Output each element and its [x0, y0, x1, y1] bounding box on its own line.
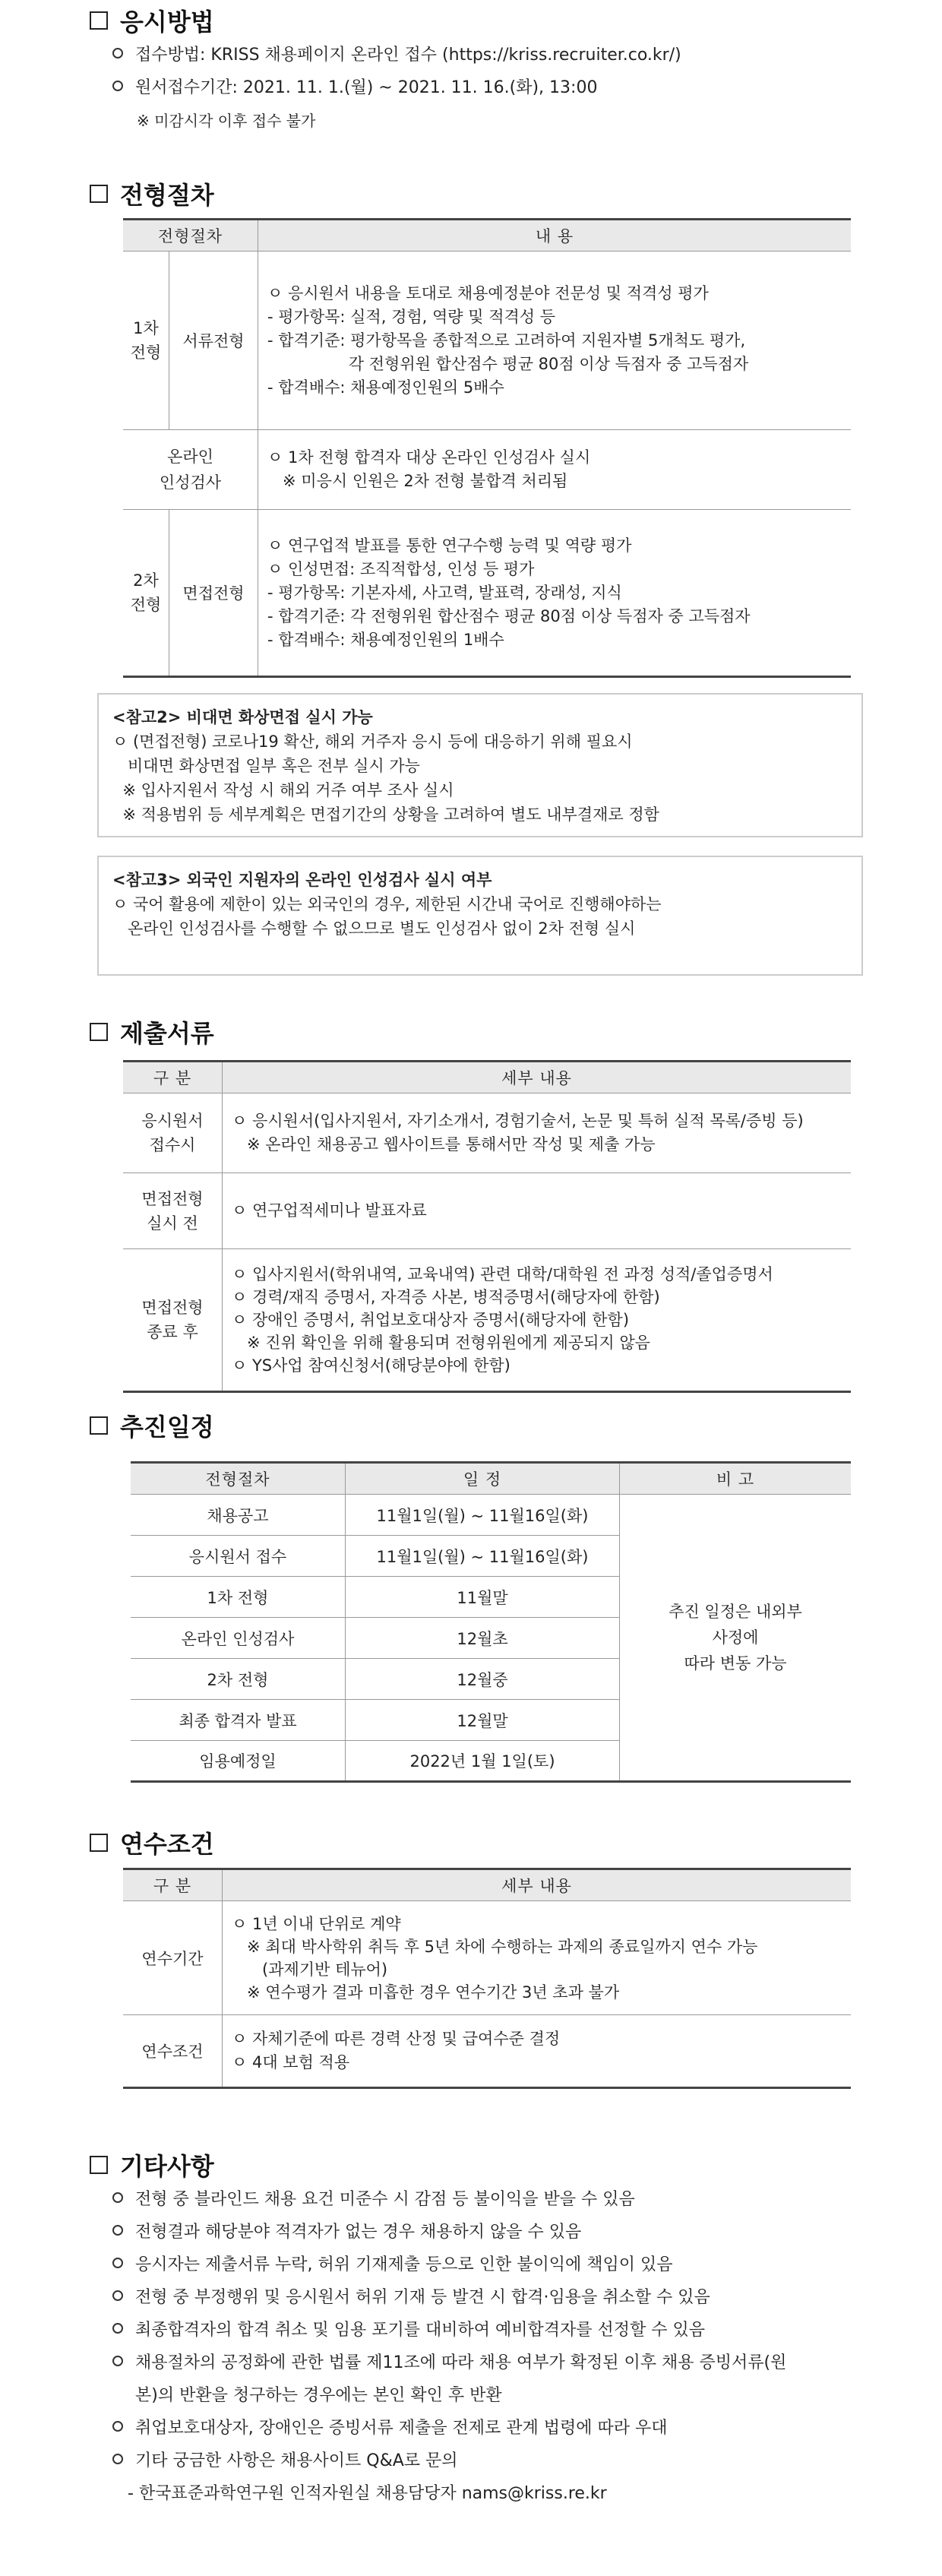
schedule-stage: 채용공고: [131, 1495, 346, 1536]
documents-table: [123, 1060, 851, 1393]
training-conditions-table: [123, 1868, 851, 2089]
section-title-training-conditions: 연수조건: [90, 1825, 214, 1860]
col-header-note: 비 고: [620, 1463, 852, 1495]
doc-row-content: ㅇ 연구업적세미나 발표자료: [223, 1173, 852, 1249]
reference-2-title: <참고2> 비대면 화상면접 실시 가능: [112, 708, 373, 726]
col-header-content: 내 용: [258, 220, 852, 252]
stage-1: 1차 전형: [123, 252, 169, 430]
schedule-date: 11월말: [346, 1577, 620, 1618]
doc-row-label: 면접전형 종료 후: [123, 1249, 223, 1392]
reference-3-line: ㅇ 국어 활용에 제한이 있는 외국인의 경우, 제한된 시간내 국어로 진행해야하는: [112, 895, 662, 913]
stage-2-content: ㅇ 연구업적 발표를 통한 연구수행 능력 및 역량 평가 ㅇ 인성면접: 조직적합성, 인성 등 평가 - 평가항목: 기본자세, 사고력, 발표력, 장래성, 지식 - 합격기준: 각 전형위원 합산점수 평균 80점 이상 득점자 중 고득점자 - 합격배수: 채용예정인원의 1배수: [258, 510, 852, 677]
section-title-apply-method: 응시방법: [90, 3, 214, 38]
col-header-stage: 전형절차: [131, 1463, 346, 1495]
col-header-category: 구 분: [123, 1869, 223, 1901]
schedule-stage: 응시원서 접수: [131, 1536, 346, 1577]
deadline-note: ※ 미감시각 이후 접수 불가: [137, 112, 316, 130]
reference-2-line: ㅇ (면접전형) 코로나19 확산, 해외 거주자 응시 등에 대응하기 위해 필요시: [112, 733, 633, 751]
schedule-stage: 임용예정일: [131, 1741, 346, 1782]
col-header-category: 구 분: [123, 1062, 223, 1093]
selection-process-table: [123, 218, 851, 678]
reference-box-2: [97, 693, 863, 837]
misc-item: 취업보호대상자, 장애인은 증빙서류 제출을 전제로 관계 법령에 따라 우대: [112, 2417, 668, 2440]
doc-row-label: 응시원서 접수시: [123, 1093, 223, 1173]
doc-row-content: ㅇ 입사지원서(학위내역, 교육내역) 관련 대학/대학원 전 과정 성적/졸업증명서 ㅇ 경력/재직 증명서, 자격증 사본, 병적증명서(해당자에 한함) ㅇ 장애인 증명서, 취업보호대상자 증명서(해당자에 한함) ※ 진위 확인을 위해 활용되며 전형위원에게 제공되지 않음 ㅇ YS사업 참여신청서(해당분야에 한함): [223, 1249, 852, 1392]
section-title-documents: 제출서류: [90, 1014, 214, 1049]
col-header-date: 일 정: [346, 1463, 620, 1495]
reference-3-title: <참고3> 외국인 지원자의 온라인 인성검사 실시 여부: [112, 871, 492, 889]
schedule-table: [131, 1461, 851, 1783]
col-header-details: 세부 내용: [223, 1062, 852, 1093]
schedule-stage: 1차 전형: [131, 1577, 346, 1618]
section-title-schedule: 추진일정: [90, 1408, 214, 1443]
online-test-content: ㅇ 1차 전형 합격자 대상 온라인 인성검사 실시 ※ 미응시 인원은 2차 전형 불합격 처리됨: [258, 430, 852, 510]
misc-item: 채용절차의 공정화에 관한 법률 제11조에 따라 채용 여부가 확정된 이후 채용 증빙서류(원: [112, 2352, 786, 2375]
apply-method-line: 접수방법: KRISS 채용페이지 온라인 접수 (https://kriss.recruiter.co.kr/): [112, 44, 681, 67]
checkbox-square-icon: [90, 1416, 108, 1435]
stage-1-type: 서류전형: [169, 252, 258, 430]
reference-box-3: [97, 856, 863, 976]
col-header-details: 세부 내용: [223, 1869, 852, 1901]
schedule-date: 12월중: [346, 1659, 620, 1700]
stage-1-content: ㅇ 응시원서 내용을 토대로 채용예정분야 전문성 및 적격성 평가 - 평가항목: 실적, 경험, 역량 및 적격성 등 - 합격기준: 평가항목을 종합적으로 고려하여 지원자별 5개척도 평가, 각 전형위원 합산점수 평균 80점 이상 득점자 중 고득점자 - 합격배수: 채용예정인원의 5배수: [258, 252, 852, 430]
schedule-stage: 2차 전형: [131, 1659, 346, 1700]
checkbox-square-icon: [90, 1834, 108, 1852]
misc-item: 전형 중 블라인드 채용 요건 미준수 시 감점 등 불이익을 받을 수 있음: [112, 2188, 635, 2211]
checkbox-square-icon: [90, 185, 108, 203]
misc-item: 전형 중 부정행위 및 응시원서 허위 기재 등 발견 시 합격·임용을 취소할 수 있음: [112, 2286, 710, 2309]
checkbox-square-icon: [90, 1023, 108, 1041]
reference-2-line: 비대면 화상면접 일부 혹은 전부 실시 가능: [112, 757, 420, 775]
doc-row-content: ㅇ 응시원서(입사지원서, 자기소개서, 경험기술서, 논문 및 특허 실적 목록/증빙 등) ※ 온라인 채용공고 웹사이트를 통해서만 작성 및 제출 가능: [223, 1093, 852, 1173]
reference-2-line: ※ 적용범위 등 세부계획은 면접기간의 상황을 고려하여 별도 내부결재로 정함: [112, 805, 659, 824]
training-condition-label: 연수조건: [123, 2015, 223, 2088]
schedule-note: 추진 일정은 내외부 사정에 따라 변동 가능: [620, 1495, 852, 1782]
schedule-date: 12월초: [346, 1618, 620, 1659]
stage-2: 2차 전형: [123, 510, 169, 677]
section-title-selection-process: 전형절차: [90, 176, 214, 211]
contact-line: - 한국표준과학연구원 인적자원실 채용담당자 nams@kriss.re.kr: [128, 2484, 607, 2503]
training-condition-content: ㅇ 자체기준에 따른 경력 산정 및 급여수준 결정 ㅇ 4대 보험 적용: [223, 2015, 852, 2088]
application-period-line: 원서접수기간: 2021. 11. 1.(월) ~ 2021. 11. 16.(화), 13:00: [112, 77, 597, 100]
section-title-misc: 기타사항: [90, 2147, 214, 2182]
col-header-stage: 전형절차: [123, 220, 258, 252]
schedule-stage: 온라인 인성검사: [131, 1618, 346, 1659]
training-period-label: 연수기간: [123, 1901, 223, 2015]
misc-item: 최종합격자의 합격 취소 및 임용 포기를 대비하여 예비합격자를 선정할 수 있음: [112, 2319, 705, 2342]
misc-item: 응시자는 제출서류 누락, 허위 기재제출 등으로 인한 불이익에 책임이 있음: [112, 2254, 673, 2277]
training-period-content: ㅇ 1년 이내 단위로 계약 ※ 최대 박사학위 취득 후 5년 차에 수행하는 과제의 종료일까지 연수 가능 (과제기반 테뉴어) ※ 연수평가 결과 미흡한 경우 연수기간 3년 초과 불가: [223, 1901, 852, 2015]
reference-3-line: 온라인 인성검사를 수행할 수 없으므로 별도 인성검사 없이 2차 전형 실시: [112, 919, 636, 938]
checkbox-square-icon: [90, 2156, 108, 2174]
reference-2-line: ※ 입사지원서 작성 시 해외 거주 여부 조사 실시: [112, 781, 454, 799]
misc-item: 기타 궁금한 사항은 채용사이트 Q&A로 문의: [112, 2450, 458, 2473]
stage-2-type: 면접전형: [169, 510, 258, 677]
misc-item-continued: 본)의 반환을 청구하는 경우에는 본인 확인 후 반환: [135, 2386, 502, 2405]
doc-row-label: 면접전형 실시 전: [123, 1173, 223, 1249]
schedule-date: 11월1일(월) ~ 11월16일(화): [346, 1536, 620, 1577]
schedule-date: 11월1일(월) ~ 11월16일(화): [346, 1495, 620, 1536]
schedule-date: 2022년 1월 1일(토): [346, 1741, 620, 1782]
misc-item: 전형결과 해당분야 적격자가 없는 경우 채용하지 않을 수 있음: [112, 2221, 581, 2244]
checkbox-square-icon: [90, 11, 108, 30]
online-test-label: 온라인 인성검사: [123, 430, 258, 510]
schedule-stage: 최종 합격자 발표: [131, 1700, 346, 1741]
schedule-date: 12월말: [346, 1700, 620, 1741]
